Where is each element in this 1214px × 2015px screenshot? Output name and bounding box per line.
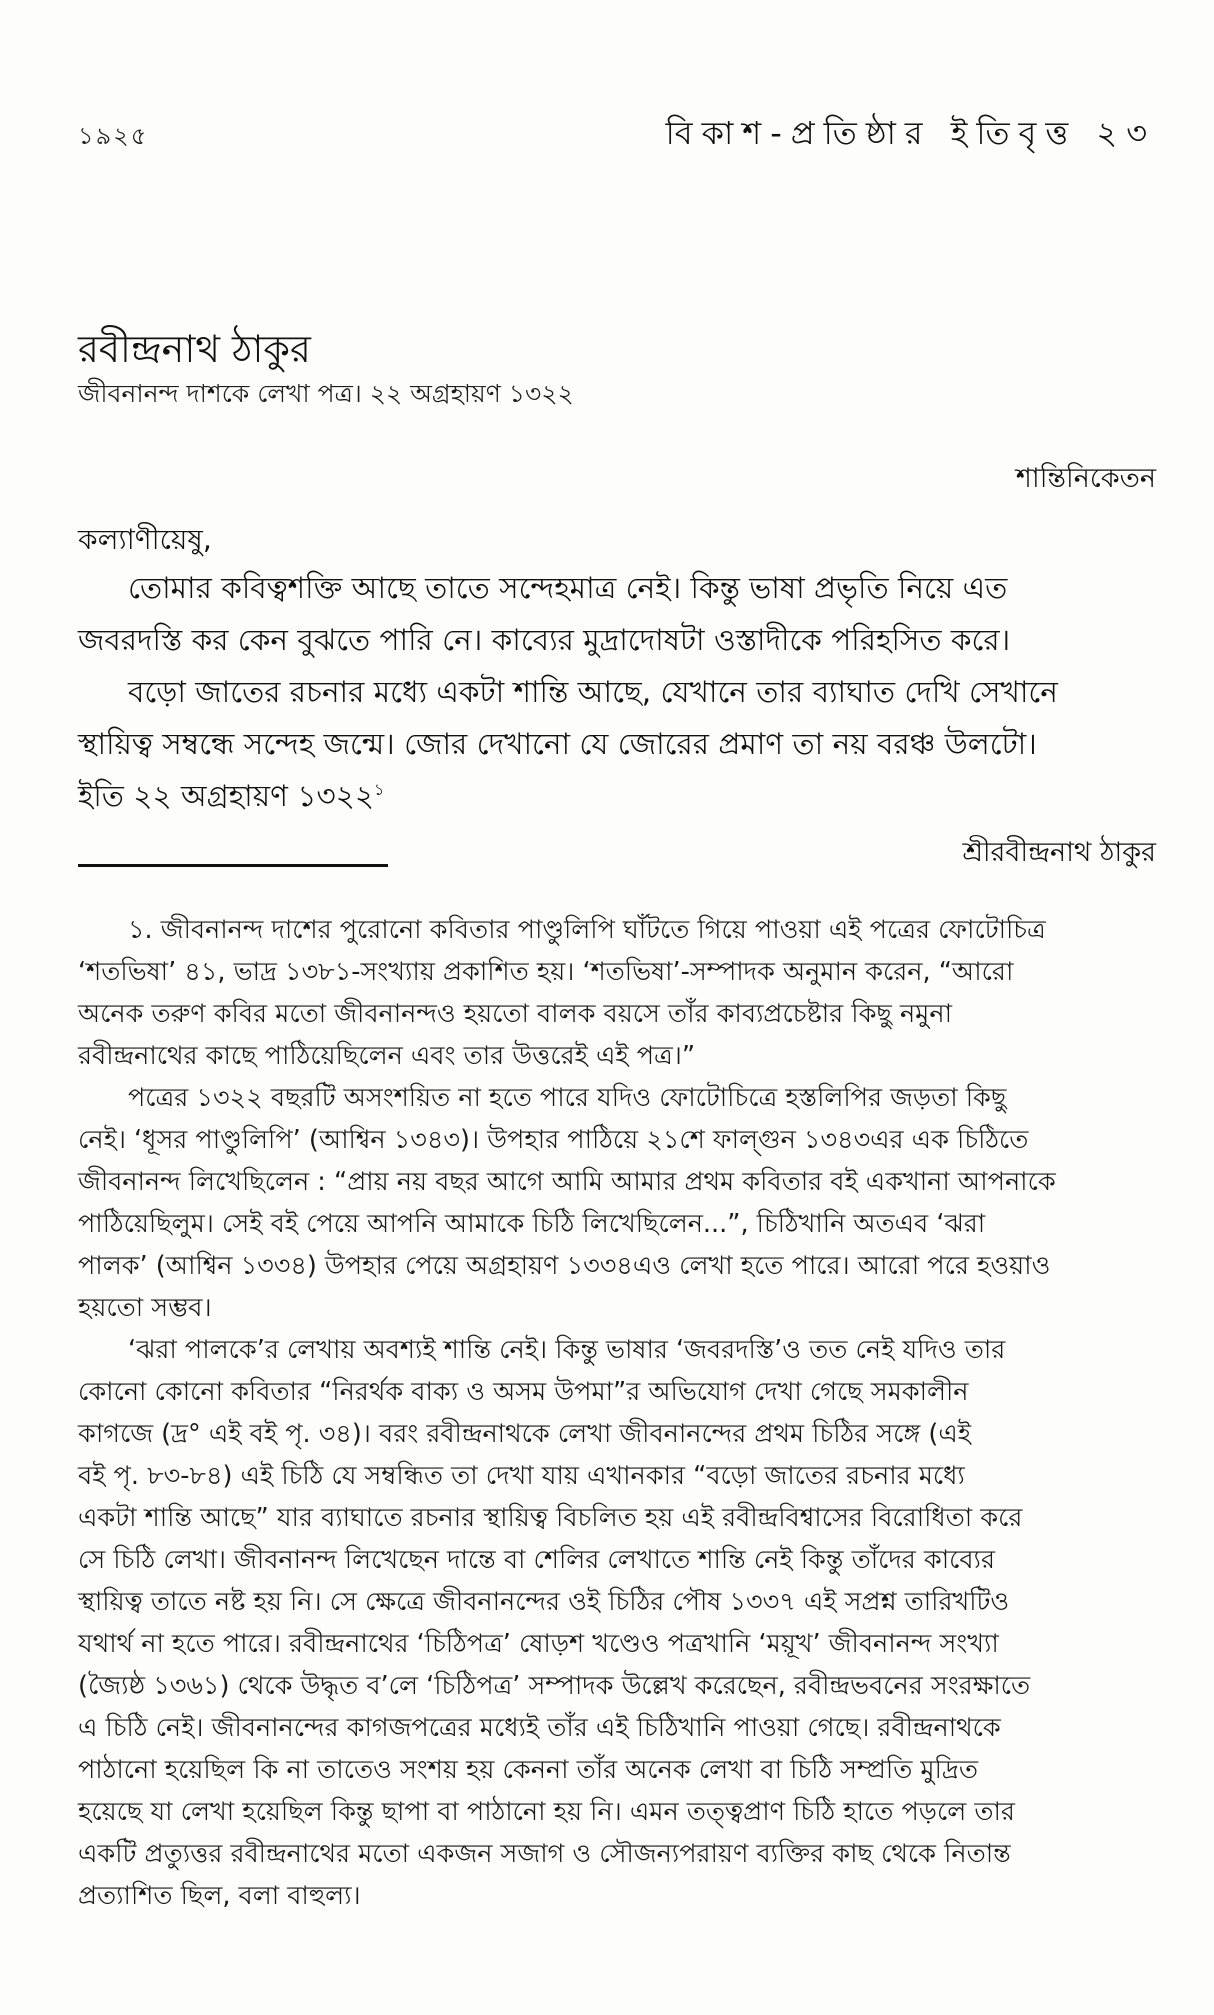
letter-line: তোমার কবিত্বশক্তি আছে তাতে সন্দেহমাত্র নেই। কিন্তু ভাষা প্রভৃতি নিয়ে এত: [128, 571, 1008, 605]
letter-place: শান্তিনিকেতন: [1015, 463, 1156, 494]
footnote-line: জীবনানন্দ লিখেছিলেন : “প্রায় নয় বছর আগে আমি আমার প্রথম কবিতার বই একখানা আপনাকে: [78, 1167, 1056, 1197]
footnote-line: ১. জীবনানন্দ দাশের পুরোনো কবিতার পাণ্ডুলিপি ঘাঁটতে গিয়ে পাওয়া এই পত্রের ফোটোচিত্র: [128, 915, 1046, 945]
footnote-line: পাঠানো হয়েছিল কি না তাতেও সংশয় হয় কেননা তাঁর অনেক লেখা বা চিঠি সম্প্রতি মুদ্রিত: [78, 1755, 978, 1785]
footnote-line: বই পৃ. ৮৩-৮৪) এই চিঠি যে সম্বন্ধিত তা দেখা যায় এখানকার “বড়ো জাতের রচনার মধ্যে: [78, 1461, 965, 1491]
footnote-line: কাগজে (দ্র° এই বই পৃ. ৩৪)। বরং রবীন্দ্রনাথকে লেখা জীবনানন্দের প্রথম চিঠির সঙ্গে (এই: [78, 1419, 971, 1449]
footnote-line: অনেক তরুণ কবির মতো জীবনানন্দও হয়তো বালক বয়সে তাঁর কাব্যপ্রচেষ্টার কিছু নমুনা: [78, 999, 952, 1029]
footnote-line: হয়তো সম্ভব।: [78, 1293, 212, 1323]
footnote-line: সে চিঠি লেখা। জীবনানন্দ লিখেছেন দান্তে বা শেলির লেখাতে শান্তি নেই কিন্তু তাঁদের কাব্যের: [78, 1545, 995, 1575]
footnote-line: রবীন্দ্রনাথের কাছে পাঠিয়েছিলেন এবং তার উত্তরেই এই পত্র।”: [78, 1041, 696, 1071]
footnote-line: পত্রের ১৩২২ বছরটি অসংশয়িত না হতে পারে যদিও ফোটোচিত্রে হস্তলিপির জড়তা কিছু: [128, 1083, 1007, 1113]
footnote-line: কোনো কোনো কবিতার “নিরর্থক বাক্য ও অসম উপমা”র অভিযোগ দেখা গেছে সমকালীন: [78, 1377, 969, 1407]
footnote-line: যথার্থ না হতে পারে। রবীন্দ্রনাথের ‘চিঠিপত্র’ ষোড়শ খণ্ডেও পত্রখানি ‘ময়ূখ’ জীবনানন্দ সংখ্যা: [78, 1629, 999, 1659]
letter-closing-text: ইতি ২২ অগ্রহায়ণ ১৩২২: [78, 779, 375, 813]
footnote-divider: [78, 864, 388, 867]
footnote-line: ‘ঝরা পালকে’র লেখায় অবশ্যই শান্তি নেই। কিন্তু ভাষার ‘জবরদস্তি’ও তত নেই যদিও তার: [128, 1335, 1006, 1365]
footnote-line: প্রত্যাশিত ছিল, বলা বাহুল্য।: [78, 1881, 361, 1911]
footnote-line: পাঠিয়েছিলুম। সেই বই পেয়ে আপনি আমাকে চিঠি লিখেছিলেন...”, চিঠিখানি অতএব ‘ঝরা: [78, 1209, 986, 1239]
footnote-line: পালক’ (আশ্বিন ১৩৩৪) উপহার পেয়ে অগ্রহায়ণ ১৩৩৪এও লেখা হতে পারে। আরো পরে হওয়াও: [78, 1251, 1051, 1281]
letter-signature: শ্রীরবীন্দ্রনাথ ঠাকুর: [962, 837, 1156, 868]
footnote-line: (জ্যৈষ্ঠ ১৩৬১) থেকে উদ্ধৃত ব’লে ‘চিঠিপত্র’ সম্পাদক উল্লেখ করেছেন, রবীন্দ্রভবনের সংরক্ষাতে: [78, 1671, 1031, 1701]
letter-line: জবরদস্তি কর কেন বুঝতে পারি নে। কাব্যের মুদ্রাদোষটা ওস্তাদীকে পরিহসিত করে।: [78, 623, 1011, 657]
footnote-line: নেই। ‘ধূসর পাণ্ডুলিপি’ (আশ্বিন ১৩৪৩)। উপহার পাঠিয়ে ২১শে ফাল্গুন ১৩৪৩এর এক চিঠিতে: [78, 1125, 1029, 1155]
footnote-line: হয়েছে যা লেখা হয়েছিল কিন্তু ছাপা বা পাঠানো হয় নি। এমন তত্ত্বপ্রাণ চিঠি হাতে পড়লে তার: [78, 1797, 1015, 1827]
footnote-line: ‘শতভিষা’ ৪১, ভাদ্র ১৩৮১-সংখ্যায় প্রকাশিত হয়। ‘শতভিষা’-সম্পাদক অনুমান করেন, “আরো: [78, 957, 1014, 987]
entry-author-heading: রবীন্দ্রনাথ ঠাকুর: [78, 327, 311, 371]
footnote-line: একটি প্রত্যুত্তর রবীন্দ্রনাথের মতো একজন সজাগ ও সৌজন্যপরায়ণ ব্যক্তির কাছ থেকে নিতান্ত: [78, 1839, 1011, 1869]
footnote-line: একটা শান্তি আছে” যার ব্যাঘাতে রচনার স্থায়িত্ব বিচলিত হয় এই রবীন্দ্রবিশ্বাসের বিরোধিতা করে: [78, 1503, 1023, 1533]
footnote-marker[interactable]: ১: [374, 780, 385, 800]
letter-line: বড়ো জাতের রচনার মধ্যে একটা শান্তি আছে, যেখানে তার ব্যাঘাত দেখি সেখানে: [128, 675, 1058, 709]
entry-subtitle: জীবনানন্দ দাশকে লেখা পত্র। ২২ অগ্রহায়ণ ১৩২২: [78, 379, 574, 408]
letter-salutation: কল্যাণীয়েষু,: [78, 523, 212, 556]
footnote-line: এ চিঠি নেই। জীবনানন্দের কাগজপত্রের মধ্যেই তাঁর এই চিঠিখানি পাওয়া গেছে। রবীন্দ্রনাথকে: [78, 1713, 1001, 1743]
footnote-line: স্থায়িত্ব তাতে নষ্ট হয় নি। সে ক্ষেত্রে জীবনানন্দের ওই চিঠির পৌষ ১৩৩৭ এই সপ্রশ্ন তারিখটিও: [78, 1587, 1010, 1617]
letter-line: স্থায়িত্ব সম্বন্ধে সন্দেহ জন্মে। জোর দেখানো যে জোরের প্রমাণ তা নয় বরঞ্চ উলটো।: [78, 727, 1037, 761]
running-header-title: বিকাশ-প্রতিষ্ঠার ইতিবৃত্ত ২৩: [665, 114, 1156, 152]
letter-closing-date: [78, 774, 385, 823]
running-header-year: ১৯২৫: [78, 122, 149, 150]
